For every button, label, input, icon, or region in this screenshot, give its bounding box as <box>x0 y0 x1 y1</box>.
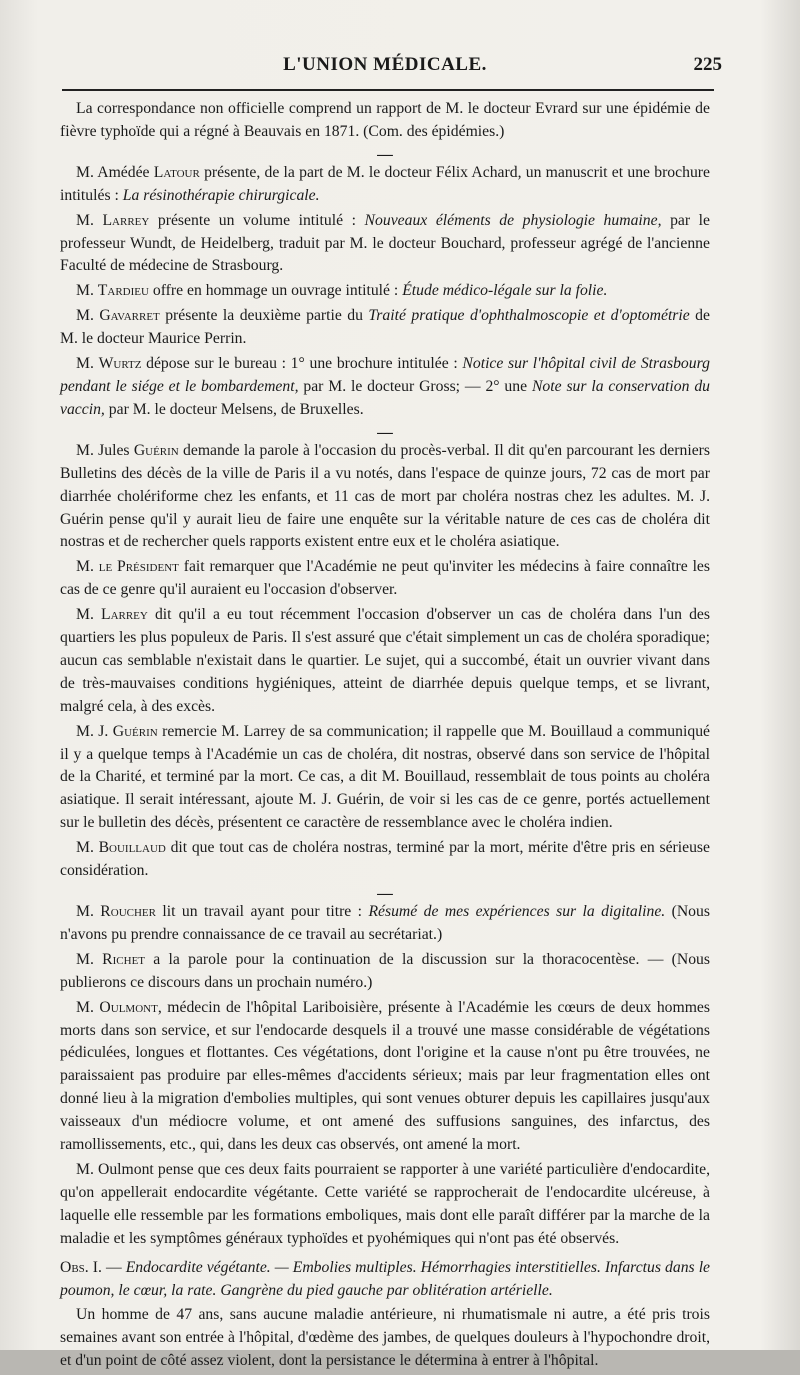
header-rule <box>62 89 714 91</box>
work-title: La résinothérapie chirurgicale. <box>122 186 320 204</box>
paragraph-tardieu: M. Tardieu offre en hommage un ouvrage intitulé : Étude médico-légale sur la folie. <box>76 282 608 300</box>
work-title: Étude médico-légale sur la folie. <box>402 282 608 300</box>
work-title: Traité pratique d'ophthalmoscopie et d'optométrie <box>368 307 690 325</box>
speaker-name: Larrey <box>102 211 150 229</box>
paragraph-guerin-cholera: M. Jules Guérin demande la parole à l'occasion du procès-verbal. Il dit qu'en parcourant les derniers Bulletins des décès de la ville de Paris il a vu notés, dans l'espace de quinze jours, 72 cas de mort par diarrhée cholériforme chez les enfants, et 11 cas de mort par choléra nostras chez les adultes. M. J. Guérin pense qu'il y aurait lieu de faire une enquête sur la véritable nature de ces cas de choléra dit nostras et de rechercher quels rapports existent entre eux et le choléra asiatique. <box>60 441 710 551</box>
paragraph-president: M. le Président fait remarquer que l'Académie ne peut qu'inviter les médecins à faire connaître les cas de ce genre qu'il auraient eu l'occasion d'observer. <box>60 558 710 599</box>
paragraph-oulmont-hypothesis: M. Oulmont pense que ces deux faits pourraient se rapporter à une variété particulière d'endocardite, qu'on appellerait endocardite végétante. Cette variété se rapprocherait de l'endocardite ulcéreuse, à laquelle elle ressemble par les formations emboliques, mais dont elle paraît différer par la marche de la maladie et les symptômes généraux typhoïdes et pyohémiques qui n'ont pas été observés. <box>60 1160 710 1247</box>
speaker-name: Oulmont <box>99 998 158 1016</box>
work-title: Notice sur l'hôpital civil de Strasbourg pendant le siége et le bombardement, <box>60 355 710 395</box>
speaker-name: Guérin <box>112 722 158 740</box>
page-header <box>60 54 722 86</box>
speaker-name: Larrey <box>100 606 148 624</box>
paragraph-guerin-reply: M. J. Guérin remercie M. Larrey de sa communication; il rappelle que M. Bouillaud a communiqué il y a quelque temps à l'Académie un cas de choléra, dit nostras, observé dans son service de l'hôpital de la Charité, et terminé par la mort. Ce cas, a dit M. Bouillaud, ressemblait de tous points au choléra asiatique. Il serait intéressant, ajoute M. J. Guérin, de voir si les cas de ce genre, portés actuellement sur le bulletin des décès, présentent ce caractère de ressemblance avec le choléra indien. <box>60 722 710 832</box>
paragraph-bouillaud: M. Bouillaud dit que tout cas de choléra nostras, terminé par la mort, mérite d'être pris en sérieuse considération. <box>60 839 710 880</box>
work-title: Nouveaux éléments de physiologie humaine, <box>364 211 662 229</box>
section-dash: — <box>377 423 393 441</box>
paragraph-gavarret: M. Gavarret présente la deuxième partie du Traité pratique d'ophthalmoscopie et d'optométrie de M. le docteur Maurice Perrin. <box>60 307 710 348</box>
paragraph-richet: M. Richet a la parole pour la continuation de la discussion sur la thoracocentèse. — (Nous publierons ce discours dans un prochain numéro.) <box>60 950 711 991</box>
paragraph-case-history: Un homme de 47 ans, sans aucune maladie antérieure, ni rhumatismale ni autre, a été pris trois semaines avant son entrée à l'hôpital, d'œdème des jambes, de quelques douleurs à l'hypochondre droit, et d'un point de côté assez violent, dont la persistance le détermina à entrer à l'hôpital. <box>60 1306 710 1370</box>
observation-label: Obs. I. <box>60 1258 102 1276</box>
paragraph-larrey-cholera: M. Larrey dit qu'il a eu tout récemment l'occasion d'observer un cas de choléra dans l'un des quartiers les plus populeux de Paris. Il s'est assuré que c'était simplement un cas de choléra sporadique; aucun cas semblable n'existait dans le quartier. Le sujet, qui a succombé, était un ouvrier vivant dans de très-mauvaises conditions hygiéniques, atteint de diarrhée depuis quelque temps, et se livrant, malgré cela, à des excès. <box>60 606 711 715</box>
paragraph-wurtz: M. Wurtz dépose sur le bureau : 1° une brochure intitulée : Notice sur l'hôpital civil de Strasbourg pendant le siége et le bombardement, par M. le docteur Gross; — 2° une Note sur la conservation du vaccin, par M. le docteur Melsens, de Bruxelles. <box>60 355 711 418</box>
observation-title: Endocardite végétante. — Embolies multiples. Hémorrhagies interstitielles. Infarctus dans le poumon, le cœur, la rate. Gangrène du pied gauche par oblitération artérielle. <box>60 1258 711 1299</box>
paragraph-latour: M. Amédée Latour présente, de la part de M. le docteur Félix Achard, un manuscrit et une brochure intitulés : La résinothérapie chirurgicale. <box>60 163 710 204</box>
speaker-name: Latour <box>153 163 200 181</box>
paragraph-larrey-volume: M. Larrey présente un volume intitulé : Nouveaux éléments de physiologie humaine, par le professeur Wundt, de Heidelberg, traduit par M. le docteur Bouchard, professeur agrégé de l'ancienne Faculté de médecine de Strasbourg. <box>60 211 711 275</box>
work-title: Note sur la conservation du vaccin, <box>60 377 711 418</box>
work-title: Résumé de mes expériences sur la digitaline. <box>368 903 666 920</box>
speaker-name: Richet <box>102 950 146 968</box>
speaker-name: Roucher <box>100 903 156 920</box>
speaker-name: le Président <box>98 558 179 576</box>
section-dash: — <box>377 885 393 902</box>
paragraph-oulmont: M. Oulmont, médecin de l'hôpital Lariboisière, présente à l'Académie les cœurs de deux hommes morts dans son service, et sur l'endocarde desquels il a trouvé une masse considérable de végétations pédiculées, longues et flottantes. Ces végétations, dont l'origine et la cause n'ont pu être trouvées, ne paraissaient pas produire par elles-mêmes d'accidents sérieux; mais par leur fragmentation elles ont donné lieu à la migration d'embolies multiples, qui sont venues obturer depuis les capillaires jusqu'aux vaisseaux d'un médiocre volume, et ont amené des suffusions sanguines, des infarctus, des ramollissements, etc., qui, dans les deux cas observés, ont amené la mort. <box>60 998 710 1154</box>
speaker-name: Tardieu <box>97 282 149 300</box>
speaker-name: Guérin <box>133 441 179 459</box>
running-title: L'UNION MÉDICALE. <box>283 54 487 75</box>
speaker-name: Wurtz <box>98 355 142 373</box>
observation-heading: Obs. I. — Endocardite végétante. — Embolies multiples. Hémorrhagies interstitielles. Infarctus dans le poumon, le cœur, la rate. Gangrène du pied gauche par oblitération artérielle. <box>60 1258 711 1299</box>
page-body <box>60 98 710 1375</box>
page-number: 225 <box>693 54 722 75</box>
section-dash: — <box>377 145 393 163</box>
paragraph-correspondence: La correspondance non officielle comprend un rapport de M. le docteur Evrard sur une épidémie de fièvre typhoïde qui a régné à Beauvais en 1871. (Com. des épidémies.) <box>60 100 710 140</box>
speaker-name: Gavarret <box>99 307 160 325</box>
speaker-name: Bouillaud <box>98 839 166 857</box>
paragraph-roucher: M. Roucher lit un travail ayant pour titre : Résumé de mes expériences sur la digitaline. (Nous n'avons pu prendre connaissance de ce travail au secrétariat.) <box>60 903 710 943</box>
